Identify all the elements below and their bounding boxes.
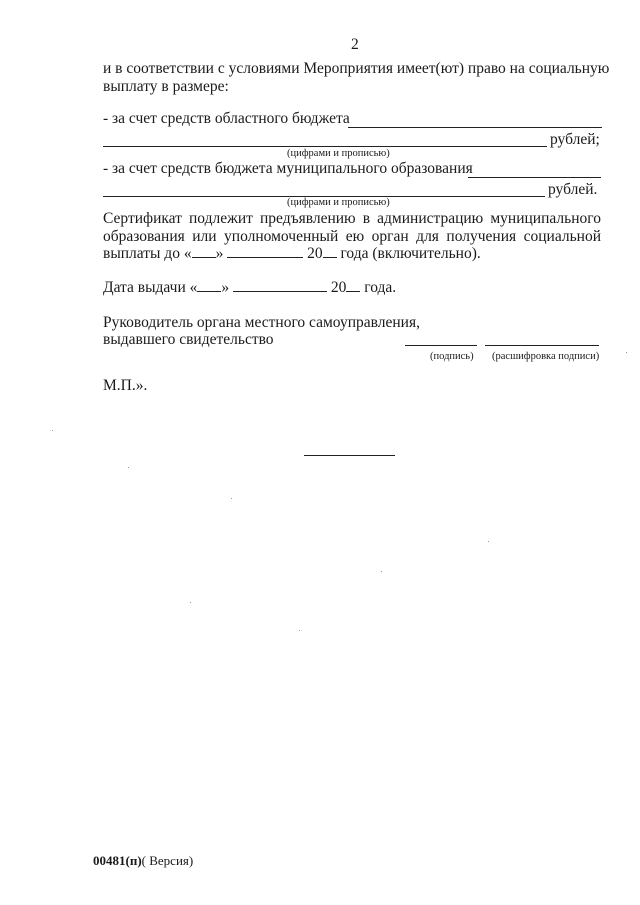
scan-speck (381, 571, 382, 572)
paragraph-rights-line-1: и в соответствии с условиями Мероприятия имеет(ют) право на социальную (103, 60, 610, 77)
scan-speck (190, 602, 191, 603)
certificate-line-2: образования или уполномоченный ею орган для получения социальной (103, 228, 601, 245)
signature-decoding-hint: (расшифровка подписи) (492, 351, 600, 362)
certificate-deadline-year: 20 (307, 245, 323, 262)
certificate-deadline-year-blank (323, 245, 337, 258)
certificate-deadline-mid: » (215, 245, 224, 262)
scan-speck (52, 430, 53, 431)
issue-date-year: 20 (330, 279, 347, 296)
certificate-deadline-suffix: года (включительно). (340, 245, 481, 262)
certificate-line-3 (103, 245, 481, 263)
issue-date-suffix: года. (364, 279, 397, 296)
issue-date-line (103, 279, 396, 297)
closing-separator (304, 455, 395, 456)
issue-date-day-blank (197, 279, 221, 292)
stamp-place: М.П.». (103, 377, 148, 394)
scan-speck (231, 498, 232, 499)
signature-hint: (подпись) (430, 351, 474, 362)
paragraph-rights-line-2: выплату в размере: (103, 78, 229, 95)
issue-date-month-blank (233, 279, 327, 292)
certificate-deadline-prefix: выплаты до « (103, 245, 192, 262)
issue-date-mid: » (221, 279, 230, 296)
regional-budget-label: - за счет средств областного бюджета (103, 110, 350, 127)
scan-speck (488, 541, 489, 542)
footer-version: ( Версия) (141, 853, 194, 868)
signature-decoding-line (485, 345, 599, 346)
regional-amount-hint: (цифрами и прописью) (287, 148, 390, 159)
scan-speck (626, 352, 627, 353)
regional-amount-line-1 (348, 127, 602, 128)
head-title-line-2: выдавшего свидетельство (103, 331, 274, 348)
document-footer (93, 853, 193, 869)
regional-amount-line-2 (103, 146, 547, 147)
municipal-amount-line-1 (468, 177, 601, 178)
issue-date-year-blank (346, 279, 360, 292)
certificate-line-1: Сертификат подлежит предъявлению в администрацию муниципального (103, 210, 601, 227)
municipal-budget-label: - за счет средств бюджета муниципального образования (103, 160, 473, 177)
regional-currency: рублей; (550, 131, 600, 148)
page-number: 2 (351, 36, 359, 53)
scan-speck (128, 467, 129, 468)
scan-speck (299, 630, 300, 631)
issue-date-prefix: Дата выдачи « (103, 279, 198, 296)
footer-code: 00481(п) (93, 853, 142, 868)
signature-line (405, 345, 477, 346)
head-title-line-1: Руководитель органа местного самоуправления, (103, 314, 420, 331)
municipal-amount-hint: (цифрами и прописью) (287, 197, 390, 208)
certificate-deadline-day-blank (192, 245, 216, 258)
certificate-deadline-month-blank (227, 245, 303, 258)
municipal-currency: рублей. (548, 181, 598, 198)
